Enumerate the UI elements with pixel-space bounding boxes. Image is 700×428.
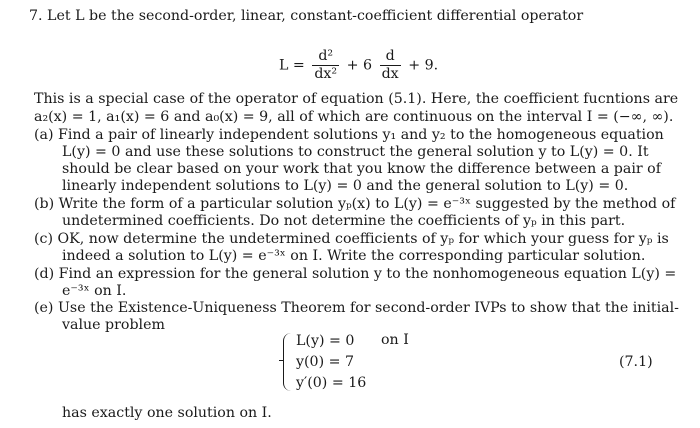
- part-d-line-2: e⁻³ˣ on I.: [62, 283, 127, 299]
- intro-line-1: This is a special case of the operator of equation (5.1). Here, the coefficient fucntions are: [34, 91, 679, 107]
- frac2-denominator: dx: [381, 66, 399, 82]
- part-d-line-1: (d) Find an expression for the general solution y to the nonhomogeneous equation L(y) =: [34, 266, 677, 282]
- frac1-denominator: dx²: [314, 66, 338, 82]
- second-derivative-fraction: [312, 48, 339, 83]
- frac2-numerator: d: [380, 48, 401, 66]
- equation-tag: (7.1): [619, 354, 653, 370]
- part-e-line-1: (e) Use the Existence-Uniqueness Theorem for second-order IVPs to show that the initial-: [34, 300, 679, 316]
- ivp-equation: L(y) = 0: [296, 333, 355, 349]
- part-a-line-3: should be clear based on your work that you know the difference between a pair of: [62, 161, 661, 177]
- operator-plus6: + 6: [346, 57, 373, 74]
- part-c-line-1: (c) OK, now determine the undetermined coefficients of yₚ for which your guess for yₚ is: [34, 231, 669, 247]
- part-a-line-1: (a) Find a pair of linearly independent solutions y₁ and y₂ to the homogeneous equation: [34, 127, 664, 143]
- operator-tail: + 9.: [408, 57, 439, 74]
- closing-line: has exactly one solution on I.: [62, 405, 272, 421]
- first-derivative-fraction: [380, 48, 401, 83]
- part-b-line-1: (b) Write the form of a particular solution yₚ(x) to L(y) = e⁻³ˣ suggested by the method of: [34, 196, 676, 212]
- ivp-initial-condition-2: y′(0) = 16: [296, 375, 367, 391]
- frac1-numerator: d²: [312, 48, 339, 66]
- operator-equation: [279, 48, 438, 83]
- part-c-line-2: indeed a solution to L(y) = e⁻³ˣ on I. Write the corresponding particular solution.: [62, 248, 646, 264]
- problem-title: 7. Let L be the second-order, linear, constant-coefficient differential operator: [29, 8, 584, 24]
- operator-lhs: L =: [279, 57, 305, 74]
- part-e-line-2: value problem: [62, 317, 165, 333]
- part-a-line-2: L(y) = 0 and use these solutions to construct the general solution y to L(y) = 0. It: [62, 144, 649, 160]
- intro-line-2: a₂(x) = 1, a₁(x) = 6 and a₀(x) = 9, all of which are continuous on the interval I = (−∞, ∞).: [34, 109, 674, 125]
- ivp-initial-condition-1: y(0) = 7: [296, 354, 355, 370]
- system-brace: [283, 333, 291, 391]
- ivp-interval: on I: [381, 332, 409, 348]
- part-a-line-4: linearly independent solutions to L(y) = 0 and the general solution to L(y) = 0.: [62, 178, 629, 194]
- part-b-line-2: undetermined coefficients. Do not determine the coefficients of yₚ in this part.: [62, 213, 626, 229]
